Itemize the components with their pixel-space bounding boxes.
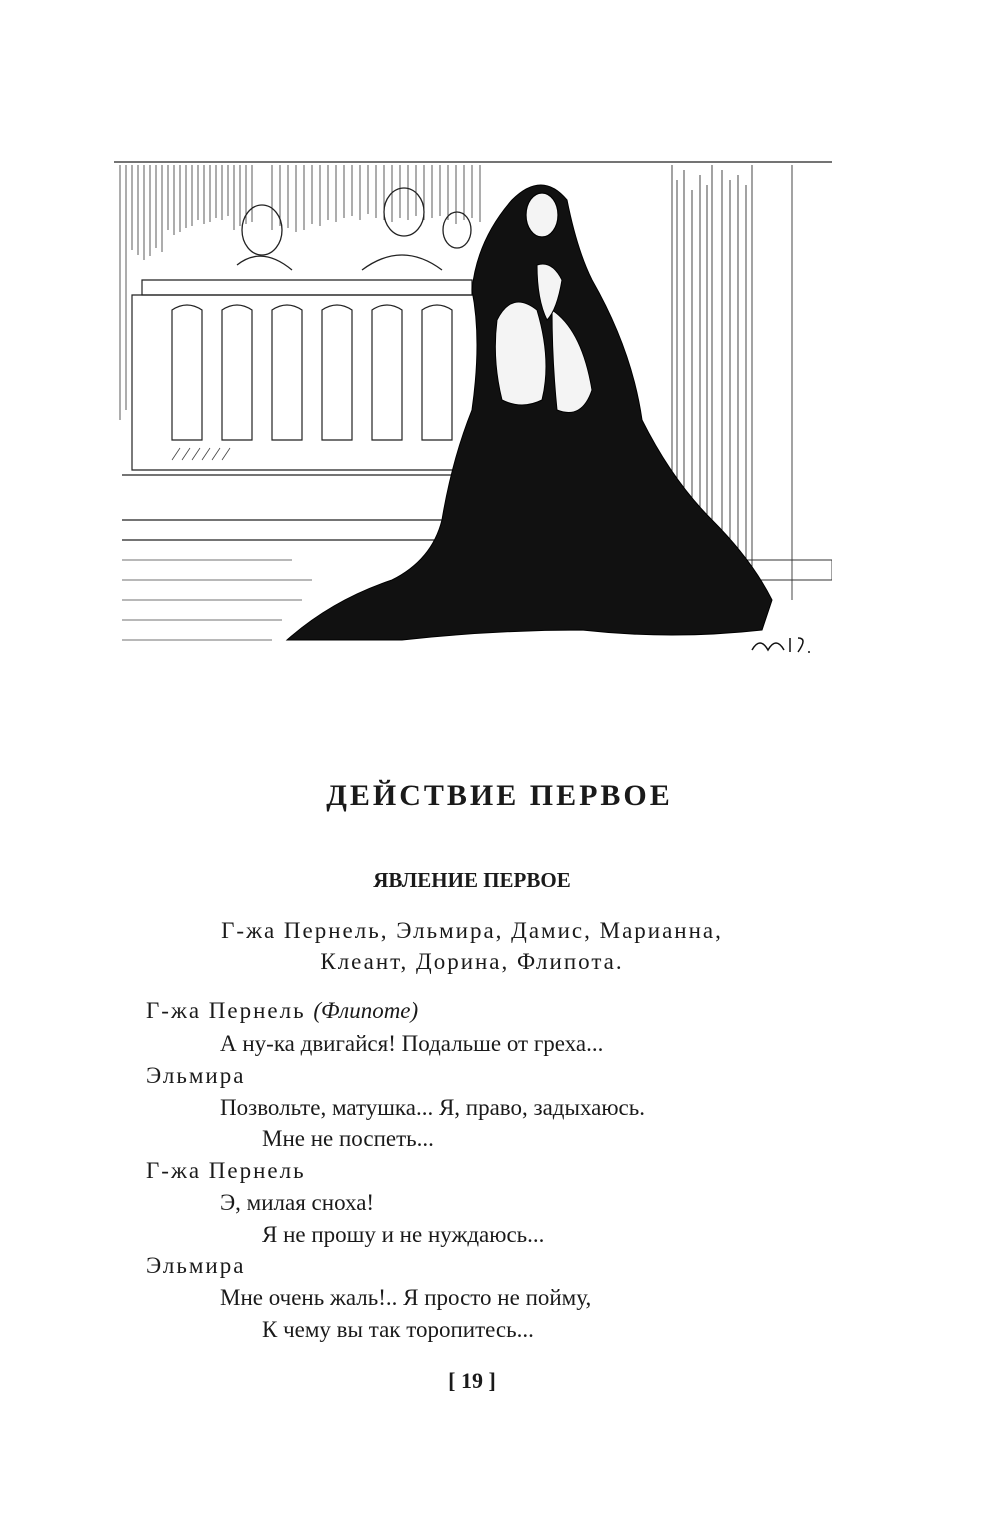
dialogue-line: Позвольте, матушка... Я, право, задыхаюсь.: [220, 1095, 645, 1120]
act-title: ДЕЙСТВИЕ ПЕРВОЕ: [326, 779, 673, 812]
dialogue-line: Э, милая сноха!: [220, 1190, 375, 1215]
speaker-name: Г-жа Пернель: [146, 1158, 306, 1183]
dialogue-line: Мне не поспеть...: [262, 1126, 434, 1151]
dialogue-line: Я не прошу и не нуждаюсь...: [262, 1222, 545, 1247]
stage-direction: (Флипоте): [313, 998, 419, 1023]
cast-line: Г-жа Пернель, Эльмира, Дамис, Марианна,: [221, 918, 723, 943]
dialogue-line: А ну-ка двигайся! Подальше от греха...: [220, 1031, 604, 1056]
scene-title: ЯВЛЕНИЕ ПЕРВОЕ: [373, 868, 571, 892]
cast-list: [0, 915, 944, 977]
cast-line: Клеант, Дорина, Флипота.: [320, 949, 624, 974]
speaker-name: Эльмира: [146, 1063, 246, 1088]
speaker-label: Г-жа Пернель: [146, 998, 306, 1023]
dialogue-line: Мне очень жаль!.. Я просто не пойму,: [220, 1285, 592, 1310]
illustration-figure: [112, 160, 832, 660]
speaker-name: Эльмира: [146, 1253, 246, 1278]
page-number: [ 19 ]: [448, 1368, 496, 1393]
speaker-name: [146, 998, 418, 1024]
dialogue-line: К чему вы так торопитесь...: [262, 1317, 534, 1342]
